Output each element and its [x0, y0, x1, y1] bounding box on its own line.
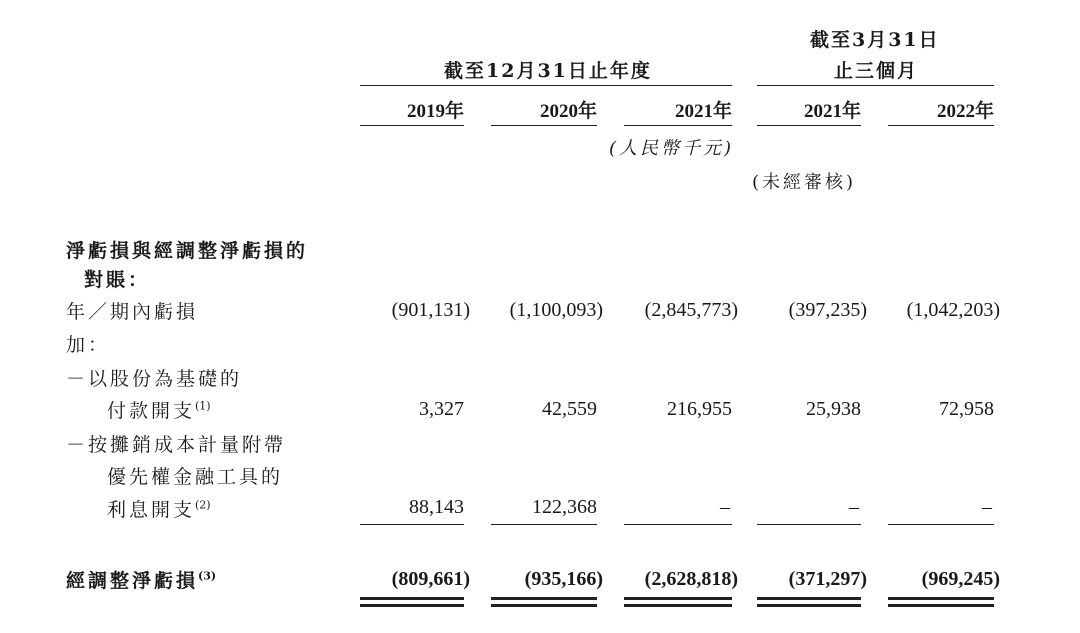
- sbc-2021: 216,955: [667, 398, 732, 420]
- adjusted-2021-3m: (371,297): [788, 568, 867, 590]
- net-loss-2020: (1,100,093): [509, 299, 603, 321]
- interest-2020: 122,368: [532, 496, 597, 518]
- year-rule-2020: [491, 125, 597, 126]
- currency-unit-note: (人民幣千元): [609, 138, 735, 159]
- interest-2022-3m: –: [982, 496, 992, 518]
- subtotal-rule-2021: [624, 524, 732, 525]
- net-loss-2019: (901,131): [391, 299, 470, 321]
- total-rule-top-2021: [624, 597, 732, 600]
- three-month-header-line1: 截至3月31日: [810, 29, 940, 51]
- total-rule-bottom-2019: [360, 604, 464, 607]
- adjusted-2019: (809,661): [391, 568, 470, 590]
- net-loss-label: 年／期內虧損: [66, 301, 199, 323]
- total-rule-bottom-2021: [624, 604, 732, 607]
- sbc-label-line2: 付款開支$^{(1)}$: [107, 399, 211, 422]
- three-month-header-line2: 止三個月: [834, 60, 919, 82]
- total-rule-top-2019: [360, 597, 464, 600]
- year-header-2021: 2021年: [674, 101, 732, 122]
- interest-label-line3: 利息開支$^{(2)}$: [107, 498, 211, 521]
- year-rule-2021: [624, 125, 732, 126]
- adjusted-footnote-ref: (3): [198, 569, 217, 583]
- year-rule-2021-3m: [757, 125, 861, 126]
- sbc-footnote-ref: (1): [195, 399, 211, 413]
- subtotal-rule-2021-3m: [757, 524, 861, 525]
- net-loss-2022-3m: (1,042,203): [906, 299, 1000, 321]
- interest-2019: 88,143: [409, 496, 464, 518]
- add-label: 加：: [66, 334, 111, 356]
- fy-group-header: 截至12月31日止年度: [444, 60, 652, 82]
- three-month-group-rule: [757, 85, 994, 86]
- interest-2021: –: [720, 496, 730, 518]
- sbc-2020: 42,559: [542, 398, 597, 420]
- interest-2021-3m: –: [849, 496, 859, 518]
- adjusted-2020: (935,166): [524, 568, 603, 590]
- year-header-2021-3m: 2021年: [803, 101, 861, 122]
- subtotal-rule-2022-3m: [888, 524, 994, 525]
- net-loss-2021: (2,845,773): [644, 299, 738, 321]
- subtotal-rule-2019: [360, 524, 464, 525]
- interest-footnote-ref: (2): [195, 498, 211, 512]
- sbc-2021-3m: 25,938: [806, 398, 861, 420]
- total-rule-top-2021-3m: [757, 597, 861, 600]
- net-loss-2021-3m: (397,235): [788, 299, 867, 321]
- interest-label-line1: －按攤銷成本計量附帶: [66, 434, 287, 456]
- year-header-2020: 2020年: [539, 101, 597, 122]
- adjusted-2022-3m: (969,245): [921, 568, 1000, 590]
- adjusted-2021: (2,628,818): [644, 568, 738, 590]
- sbc-2022-3m: 72,958: [939, 398, 994, 420]
- interest-label-line2: 優先權金融工具的: [107, 466, 284, 488]
- adjusted-net-loss-label: 經調整淨虧損$^{(3)}$: [66, 569, 217, 592]
- total-rule-bottom-2021-3m: [757, 604, 861, 607]
- unaudited-note: (未經審核): [752, 172, 857, 193]
- year-header-2022-3m: 2022年: [936, 101, 994, 122]
- total-rule-top-2020: [491, 597, 597, 600]
- total-rule-bottom-2022-3m: [888, 604, 994, 607]
- sbc-label-line1: －以股份為基礎的: [66, 368, 243, 390]
- year-rule-2022-3m: [888, 125, 994, 126]
- total-rule-bottom-2020: [491, 604, 597, 607]
- subtotal-rule-2020: [491, 524, 597, 525]
- section-title-line1: 淨虧損與經調整淨虧損的: [66, 240, 309, 262]
- year-header-2019: 2019年: [406, 101, 464, 122]
- sbc-2019: 3,327: [419, 398, 464, 420]
- fy-group-rule: [360, 85, 732, 86]
- year-rule-2019: [360, 125, 464, 126]
- total-rule-top-2022-3m: [888, 597, 994, 600]
- section-title-line2: 對賬：: [84, 269, 151, 291]
